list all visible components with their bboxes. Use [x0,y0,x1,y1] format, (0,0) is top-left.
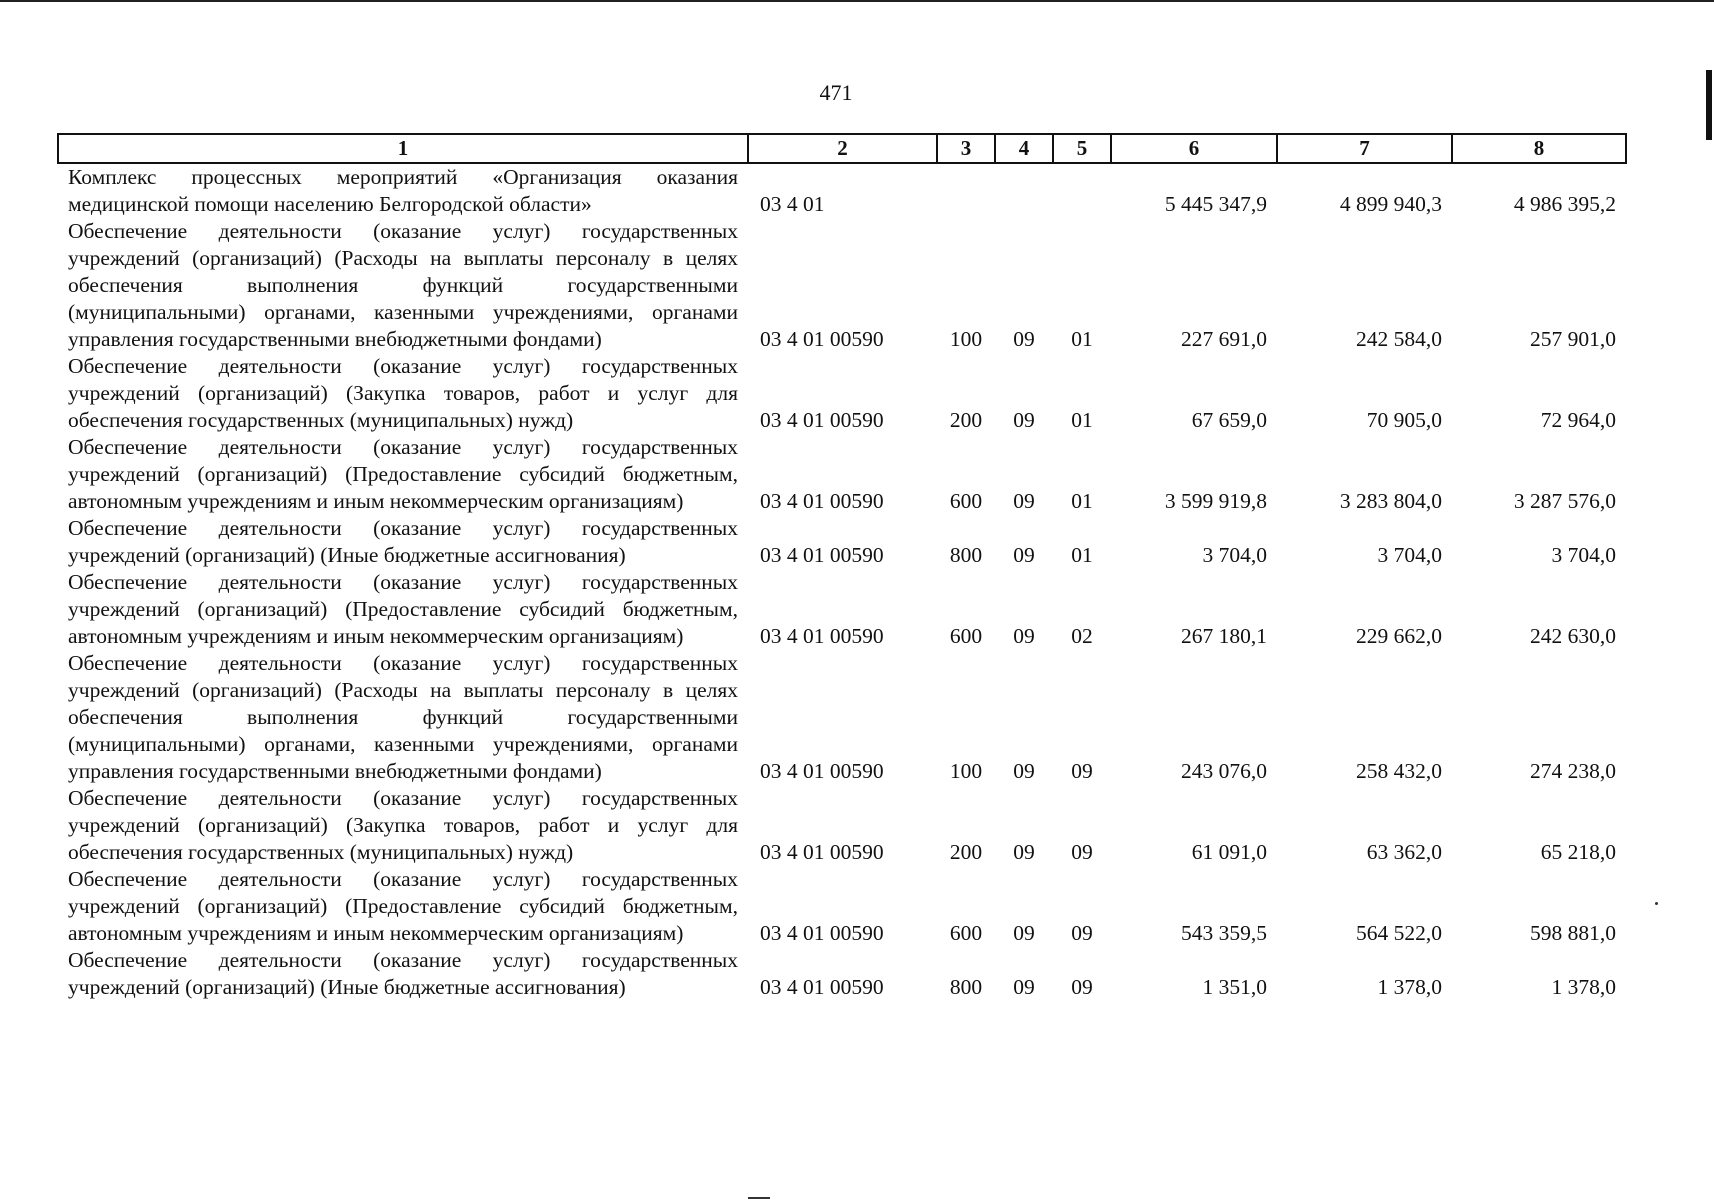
section-code: 09 [1013,327,1035,351]
target-article-code: 03 4 01 00590 [760,840,884,864]
target-article-code: 03 4 01 00590 [760,408,884,432]
amount-col-8: 72 964,0 [1540,408,1616,432]
header-col-3: 3 [937,134,995,163]
amount-col-6: 3 599 919,8 [1164,489,1267,513]
subsection-code: 01 [1071,543,1093,567]
section-code: 09 [1013,975,1035,999]
header-col-4: 4 [995,134,1053,163]
subsection-code: 02 [1071,624,1093,648]
subsection-code: 01 [1071,489,1093,513]
expense-type-code: 100 [949,327,983,351]
amount-col-6: 243 076,0 [1181,759,1267,783]
target-article-code: 03 4 01 00590 [760,489,884,513]
header-row [58,134,1626,163]
target-article-code: 03 4 01 00590 [760,759,884,783]
amount-col-8: 598 881,0 [1530,921,1616,945]
expense-type-code: 800 [949,543,983,567]
amount-col-8: 257 901,0 [1530,327,1616,351]
section-code: 09 [1013,543,1035,567]
budget-table [57,133,1627,1001]
section-code: 09 [1013,489,1035,513]
expense-description: Обеспечение деятельности (оказание услуг) государственных учреждений (организаций) (Расходы на выплаты персоналу в целях обеспечения выполнения функций государственными (муниципальными) органами, казенными учреждениями, органами управления государственными внебюджетными фондами) [68,219,738,351]
header-col-8: 8 [1452,134,1626,163]
amount-col-6: 543 359,5 [1181,921,1267,945]
expense-description: Обеспечение деятельности (оказание услуг) государственных учреждений (организаций) (Расходы на выплаты персоналу в целях обеспечения выполнения функций государственными (муниципальными) органами, казенными учреждениями, органами управления государственными внебюджетными фондами) [68,651,738,783]
header-col-5: 5 [1053,134,1111,163]
scan-speck [1655,902,1658,905]
table-row [58,434,1626,515]
amount-col-7: 4 899 940,3 [1339,192,1442,216]
section-code: 09 [1013,921,1035,945]
table-row [58,785,1626,866]
target-article-code: 03 4 01 00590 [760,327,884,351]
expense-description: Обеспечение деятельности (оказание услуг) государственных учреждений (организаций) (Иные бюджетные ассигнования) [68,516,738,567]
amount-col-8: 65 218,0 [1540,840,1616,864]
table-row [58,515,1626,569]
target-article-code: 03 4 01 00590 [760,624,884,648]
table-row [58,218,1626,353]
header-col-7: 7 [1277,134,1452,163]
amount-col-7: 564 522,0 [1356,921,1442,945]
expense-type-code: 100 [949,759,983,783]
amount-col-6: 61 091,0 [1191,840,1267,864]
amount-col-7: 3 704,0 [1377,543,1442,567]
amount-col-8: 1 378,0 [1551,975,1616,999]
amount-col-6: 3 704,0 [1202,543,1267,567]
amount-col-7: 70 905,0 [1366,408,1442,432]
subsection-code: 01 [1071,327,1093,351]
expense-type-code: 600 [949,489,983,513]
target-article-code: 03 4 01 [760,192,825,216]
section-code [995,163,1053,218]
expense-type-code [937,163,995,218]
amount-col-6: 5 445 347,9 [1164,192,1267,216]
amount-col-6: 1 351,0 [1202,975,1267,999]
amount-col-7: 229 662,0 [1356,624,1442,648]
target-article-code: 03 4 01 00590 [760,975,884,999]
section-code: 09 [1013,624,1035,648]
amount-col-8: 3 287 576,0 [1513,489,1616,513]
amount-col-8: 274 238,0 [1530,759,1616,783]
header-col-1: 1 [58,134,748,163]
table-row [58,866,1626,947]
subsection-code: 09 [1071,759,1093,783]
subsection-code: 09 [1071,975,1093,999]
header-col-6: 6 [1111,134,1277,163]
table-row [58,163,1626,218]
expense-description: Обеспечение деятельности (оказание услуг) государственных учреждений (организаций) (Предоставление субсидий бюджетным, автономным учреждениям и иным некоммерческим организациям) [68,570,738,648]
page-number: 471 [819,80,853,105]
amount-col-7: 1 378,0 [1377,975,1442,999]
table-row [58,569,1626,650]
expense-description: Комплекс процессных мероприятий «Организация оказания медицинской помощи населению Белгородской области» [68,165,738,216]
amount-col-6: 67 659,0 [1191,408,1267,432]
subsection-code [1053,163,1111,218]
table-row [58,947,1626,1001]
amount-col-7: 258 432,0 [1356,759,1442,783]
target-article-code: 03 4 01 00590 [760,921,884,945]
subsection-code: 01 [1071,408,1093,432]
scan-top-border [0,0,1714,2]
expense-description: Обеспечение деятельности (оказание услуг) государственных учреждений (организаций) (Закупка товаров, работ и услуг для обеспечения государственных (муниципальных) нужд) [68,354,738,432]
subsection-code: 09 [1071,840,1093,864]
subsection-code: 09 [1071,921,1093,945]
amount-col-8: 242 630,0 [1530,624,1616,648]
scan-bottom-mark [748,1197,770,1199]
amount-col-8: 4 986 395,2 [1513,192,1616,216]
table-row [58,650,1626,785]
section-code: 09 [1013,840,1035,864]
amount-col-7: 3 283 804,0 [1339,489,1442,513]
header-col-2: 2 [748,134,937,163]
expense-description: Обеспечение деятельности (оказание услуг) государственных учреждений (организаций) (Предоставление субсидий бюджетным, автономным учреждениям и иным некоммерческим организациям) [68,867,738,945]
table-row [58,353,1626,434]
amount-col-7: 242 584,0 [1356,327,1442,351]
expense-description: Обеспечение деятельности (оказание услуг) государственных учреждений (организаций) (Предоставление субсидий бюджетным, автономным учреждениям и иным некоммерческим организациям) [68,435,738,513]
expense-description: Обеспечение деятельности (оказание услуг) государственных учреждений (организаций) (Иные бюджетные ассигнования) [68,948,738,999]
expense-type-code: 200 [949,408,983,432]
amount-col-8: 3 704,0 [1551,543,1616,567]
amount-col-6: 267 180,1 [1181,624,1267,648]
expense-type-code: 200 [949,840,983,864]
expense-type-code: 800 [949,975,983,999]
amount-col-7: 63 362,0 [1366,840,1442,864]
expense-description: Обеспечение деятельности (оказание услуг) государственных учреждений (организаций) (Закупка товаров, работ и услуг для обеспечения государственных (муниципальных) нужд) [68,786,738,864]
section-code: 09 [1013,759,1035,783]
expense-type-code: 600 [949,921,983,945]
expense-type-code: 600 [949,624,983,648]
scan-edge-mark [1706,70,1712,140]
amount-col-6: 227 691,0 [1181,327,1267,351]
target-article-code: 03 4 01 00590 [760,543,884,567]
section-code: 09 [1013,408,1035,432]
